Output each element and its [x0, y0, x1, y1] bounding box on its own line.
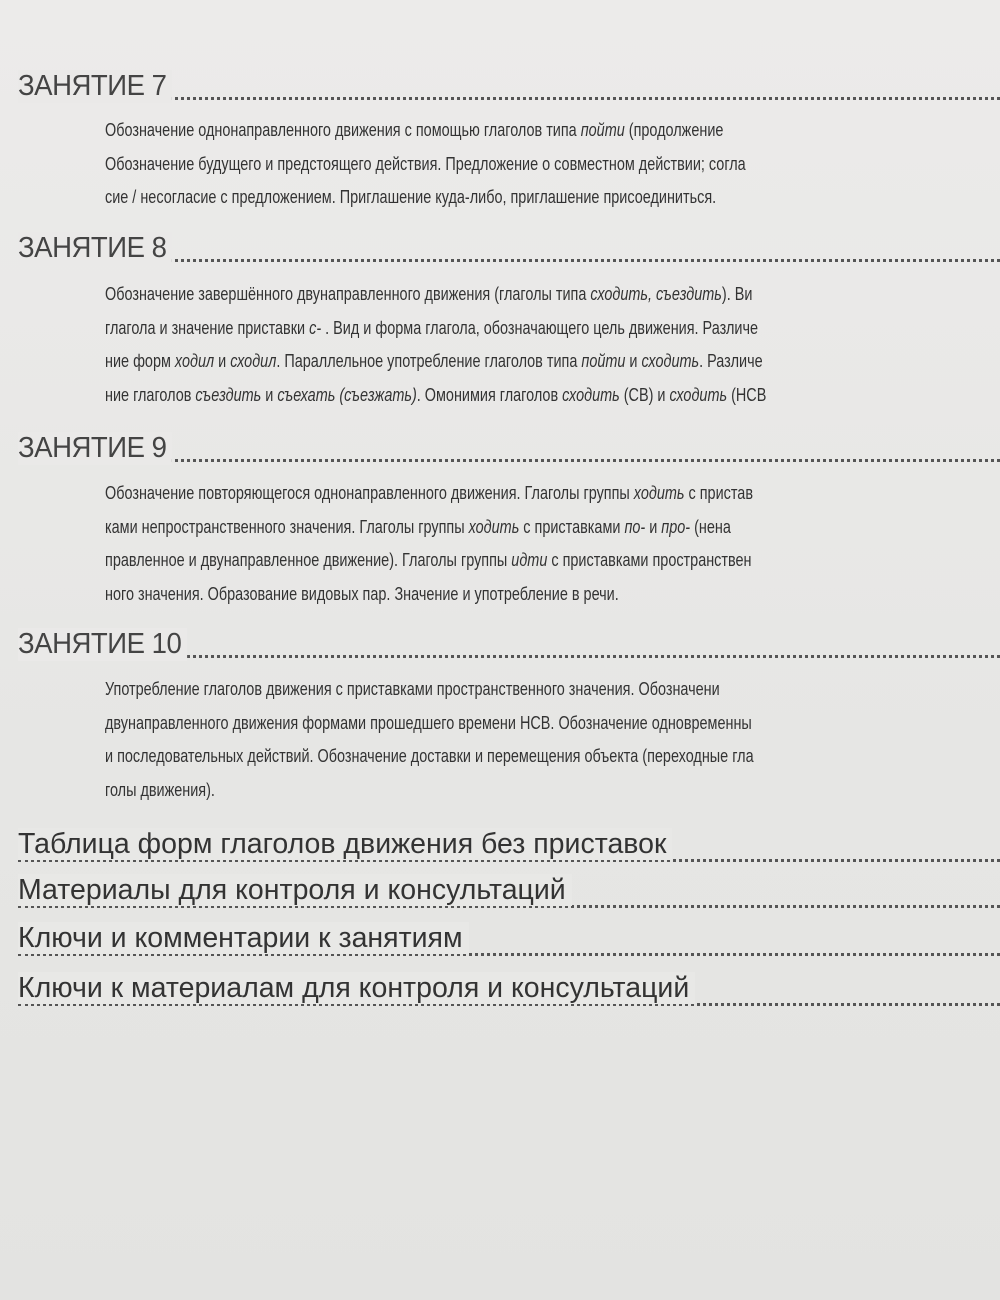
lesson-description	[105, 672, 1000, 806]
text-segment: и	[214, 350, 231, 371]
italic-term: с-	[309, 316, 322, 338]
description-line	[105, 672, 1000, 706]
lesson-description	[105, 277, 1000, 411]
description-line	[105, 543, 1000, 577]
italic-term: пойти	[580, 119, 625, 140]
italic-term: съездить	[195, 383, 262, 405]
text-segment: . Вид и форма глагола, обозначающего цель движения. Различе	[321, 316, 759, 338]
text-segment: . Параллельное употребление глаголов типа	[276, 350, 582, 371]
italic-term: сходить	[641, 350, 700, 371]
text-segment: Обозначение повторяющегося однонаправленного движения. Глаголы группы	[105, 482, 634, 503]
lesson-heading	[18, 232, 1000, 268]
italic-term: сходить	[669, 383, 728, 405]
text-segment: (СВ) и	[619, 383, 670, 405]
lesson-title: ЗАНЯТИЕ 8	[18, 232, 172, 265]
text-segment: Обозначение будущего и предстоящего действия. Предложение о совместном действии; согла	[105, 152, 746, 174]
text-segment: ). Ви	[721, 283, 753, 304]
toc-entry-title: Таблица форм глаголов движения без приставок	[18, 828, 672, 860]
text-segment: голы движения).	[105, 778, 215, 800]
text-segment: и	[625, 350, 642, 371]
text-segment: ние глаголов	[105, 383, 196, 405]
italic-term: сходить, съездить	[590, 283, 722, 304]
text-segment: правленное и двунаправленное движение). Глаголы группы	[105, 549, 512, 570]
italic-term: ходить	[633, 482, 685, 503]
description-line	[105, 476, 1000, 510]
description-line	[105, 577, 1000, 611]
italic-term: ходить	[468, 515, 520, 537]
lesson-title: ЗАНЯТИЕ 7	[18, 70, 172, 103]
text-segment: ние форм	[105, 350, 175, 371]
lesson-description	[105, 113, 1000, 214]
lesson-heading	[18, 628, 1000, 664]
description-line	[105, 147, 1000, 181]
toc-entry-title: Ключи к материалам для контроля и консультаций	[18, 972, 695, 1004]
toc-entry	[18, 874, 1000, 914]
text-segment: и	[645, 515, 662, 537]
italic-term: сходить	[562, 383, 620, 405]
text-segment: (нена	[690, 515, 731, 537]
description-line	[105, 510, 1000, 544]
lesson-title: ЗАНЯТИЕ 10	[18, 628, 187, 661]
toc-entry	[18, 972, 1000, 1012]
toc-entry-title: Материалы для контроля и консультаций	[18, 874, 572, 906]
text-segment: ного значения. Образование видовых пар. Значение и употребление в речи.	[105, 582, 619, 604]
italic-term: ходил	[174, 350, 215, 371]
text-segment: Употребление глаголов движения с приставками пространственного значения. Обозначени	[105, 678, 720, 699]
toc-entry	[18, 828, 1000, 868]
description-line	[105, 378, 1000, 412]
text-segment: (НСВ	[727, 383, 767, 405]
text-segment: . Омонимия глаголов	[416, 383, 563, 405]
description-line	[105, 344, 1000, 378]
description-line	[105, 773, 1000, 807]
text-segment: двунаправленного движения формами прошедшего времени НСВ. Обозначение одновременны	[105, 711, 752, 733]
description-line	[105, 706, 1000, 740]
text-segment: с пристав	[684, 482, 753, 503]
italic-term: по-	[624, 515, 646, 537]
italic-term: про-	[661, 515, 691, 537]
description-line	[105, 739, 1000, 773]
lesson-description	[105, 476, 1000, 610]
text-segment: ками непространственного значения. Глаголы группы	[105, 515, 469, 537]
italic-term: съехать (съезжать)	[277, 383, 417, 405]
text-segment: . Различе	[699, 350, 763, 371]
text-segment: сие / несогласие с предложением. Приглашение куда-либо, приглашение присоединиться.	[105, 186, 717, 207]
description-line	[105, 113, 1000, 147]
text-segment: с приставками пространствен	[547, 549, 752, 570]
lesson-heading	[18, 432, 1000, 468]
description-line	[105, 277, 1000, 311]
lesson-heading	[18, 70, 1000, 106]
description-line	[105, 180, 1000, 214]
italic-term: идти	[511, 549, 548, 570]
text-segment: (продолжение	[624, 119, 724, 140]
text-segment: Обозначение однонаправленного движения с помощью глаголов типа	[105, 119, 581, 140]
italic-term: сходил	[230, 350, 277, 371]
toc-entry	[18, 922, 1000, 962]
description-line	[105, 311, 1000, 345]
italic-term: пойти	[581, 350, 626, 371]
text-segment: глагола и значение приставки	[105, 316, 310, 338]
toc-entry-title: Ключи и комментарии к занятиям	[18, 922, 469, 954]
text-segment: Обозначение завершённого двунаправленного движения (глаголы типа	[105, 283, 591, 304]
text-segment: и	[261, 383, 278, 405]
text-segment: и последовательных действий. Обозначение доставки и перемещения объекта (переходные гла	[105, 745, 754, 766]
lesson-title: ЗАНЯТИЕ 9	[18, 432, 172, 465]
text-segment: с приставками	[519, 515, 625, 537]
